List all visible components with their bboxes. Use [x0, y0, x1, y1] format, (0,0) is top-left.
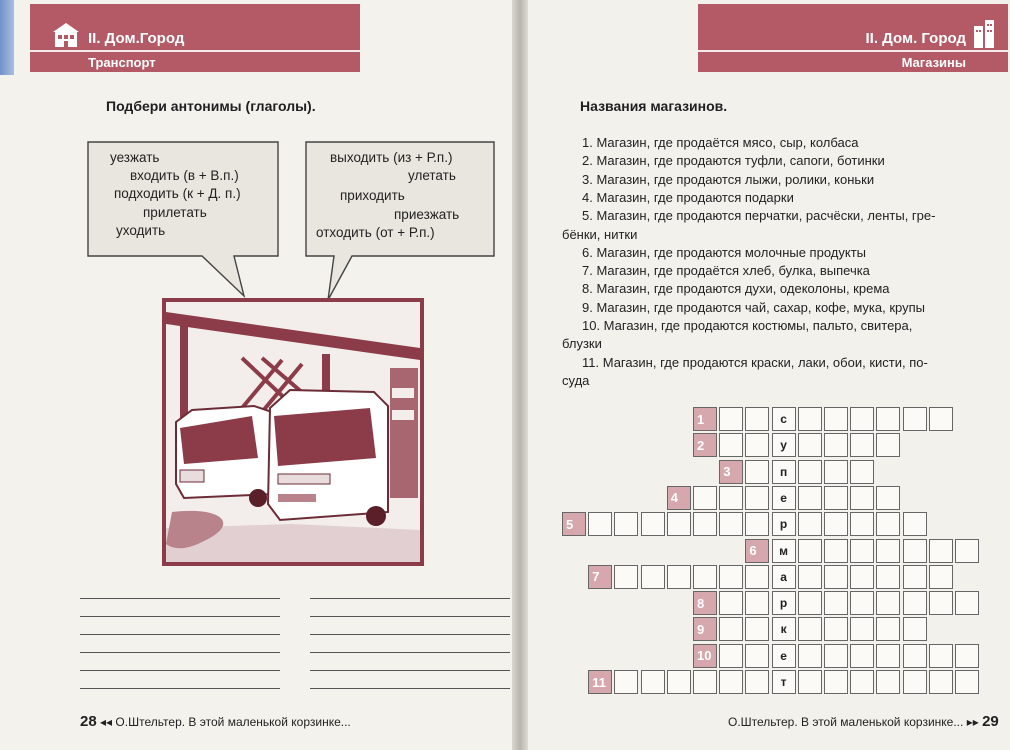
crossword-key-cell[interactable]: р: [772, 591, 796, 615]
crossword-cell[interactable]: [693, 512, 717, 536]
crossword-cell[interactable]: [903, 670, 927, 694]
crossword-cell[interactable]: [824, 565, 848, 589]
section-title-right: II. Дом. Город: [865, 30, 966, 47]
crossword-cell[interactable]: [850, 460, 874, 484]
crossword-cell[interactable]: [903, 565, 927, 589]
crossword-key-cell[interactable]: с: [772, 407, 796, 431]
crossword-cell[interactable]: [876, 644, 900, 668]
crossword-cell[interactable]: [798, 512, 822, 536]
footer-right: [728, 713, 999, 730]
verb-right-3: приходить: [340, 188, 405, 203]
crossword-number-cell: 2: [693, 433, 717, 457]
crossword-cell[interactable]: [745, 591, 769, 615]
crossword-cell[interactable]: [876, 539, 900, 563]
verb-left-3: подходить (к + Д. п.): [114, 186, 241, 201]
crossword-cell[interactable]: [903, 644, 927, 668]
crossword-cell[interactable]: [693, 565, 717, 589]
section-header-right: [698, 4, 1008, 72]
clue-line: 7. Магазин, где продаётся хлеб, булка, выпечка: [582, 263, 870, 279]
crossword-cell[interactable]: [745, 486, 769, 510]
clue-line: 4. Магазин, где продаются подарки: [582, 189, 794, 205]
crossword-cell[interactable]: [876, 670, 900, 694]
crossword-cell[interactable]: [824, 460, 848, 484]
crossword-number-cell: 9: [693, 617, 717, 641]
crossword-cell[interactable]: [614, 565, 638, 589]
section-topic-right: Магазины: [901, 55, 966, 70]
crossword-number-cell: 10: [693, 644, 717, 668]
arrow-left-icon: ◂◂: [100, 715, 113, 729]
clue-line: блузки: [562, 336, 602, 352]
crossword-cell[interactable]: [667, 565, 691, 589]
building-icon: [972, 18, 996, 48]
crossword-number-cell: 7: [588, 565, 612, 589]
crossword-cell[interactable]: [614, 670, 638, 694]
crossword-cell[interactable]: [798, 433, 822, 457]
crossword-cell[interactable]: [798, 617, 822, 641]
verb-right-5: отходить (от + Р.п.): [316, 225, 435, 240]
book-title-left: О.Штельтер. В этой маленькой корзинке...: [115, 715, 351, 729]
crossword-cell[interactable]: [876, 512, 900, 536]
crossword-cell[interactable]: [745, 644, 769, 668]
crossword-cell[interactable]: [929, 591, 953, 615]
crossword-number-cell: 3: [719, 460, 743, 484]
crossword-key-cell[interactable]: е: [772, 644, 796, 668]
crossword-cell[interactable]: [667, 512, 691, 536]
crossword-cell[interactable]: [745, 670, 769, 694]
clue-line: 5. Магазин, где продаются перчатки, расчёски, ленты, гре-: [582, 208, 936, 224]
crossword-cell[interactable]: [850, 486, 874, 510]
crossword-cell[interactable]: [929, 565, 953, 589]
crossword-key-cell[interactable]: у: [772, 433, 796, 457]
section-title: II. Дом.Город: [88, 30, 185, 47]
crossword-cell[interactable]: [719, 644, 743, 668]
crossword-cell[interactable]: [719, 486, 743, 510]
crossword-cell[interactable]: [876, 407, 900, 431]
crossword-cell[interactable]: [824, 670, 848, 694]
crossword-cell[interactable]: [929, 539, 953, 563]
crossword-cell[interactable]: [745, 407, 769, 431]
crossword-cell[interactable]: [719, 565, 743, 589]
crossword-cell[interactable]: [850, 644, 874, 668]
clue-line: 10. Магазин, где продаются костюмы, пальто, свитера,: [582, 318, 913, 333]
crossword-key-cell[interactable]: м: [772, 539, 796, 563]
crossword-cell[interactable]: [824, 407, 848, 431]
crossword-cell[interactable]: [641, 512, 665, 536]
crossword-cell[interactable]: [876, 486, 900, 510]
crossword-number-cell: 11: [588, 670, 612, 694]
crossword-cell[interactable]: [745, 565, 769, 589]
crossword-cell[interactable]: [798, 460, 822, 484]
crossword-cell[interactable]: [745, 617, 769, 641]
crossword-cell[interactable]: [798, 644, 822, 668]
crossword-cell[interactable]: [850, 512, 874, 536]
crossword-cell[interactable]: [745, 512, 769, 536]
crossword-cell[interactable]: [824, 512, 848, 536]
clue-line: 3. Магазин, где продаются лыжи, ролики, коньки: [582, 171, 875, 187]
verb-right-2: улетать: [408, 168, 456, 183]
crossword-cell[interactable]: [876, 617, 900, 641]
crossword-cell[interactable]: [824, 644, 848, 668]
page-number-left: 28: [80, 713, 97, 730]
crossword-cell[interactable]: [719, 670, 743, 694]
book-title-right: О.Штельтер. В этой маленькой корзинке...: [728, 715, 964, 729]
crossword-cell[interactable]: [955, 644, 979, 668]
crossword-key-cell[interactable]: р: [772, 512, 796, 536]
clue-line: суда: [562, 372, 590, 388]
crossword-cell[interactable]: [929, 407, 953, 431]
crossword-cell[interactable]: [903, 407, 927, 431]
crossword-cell[interactable]: [876, 565, 900, 589]
clue-line: 2. Магазин, где продаются туфли, сапоги, ботинки: [582, 153, 885, 169]
footer-left: [80, 713, 351, 730]
crossword-cell[interactable]: [614, 512, 638, 536]
crossword-key-cell[interactable]: п: [772, 460, 796, 484]
crossword-cell[interactable]: [798, 670, 822, 694]
crossword-cell[interactable]: [850, 407, 874, 431]
clue-line: 9. Магазин, где продаются чай, сахар, кофе, мука, крупы: [582, 299, 925, 315]
crossword-cell[interactable]: [824, 617, 848, 641]
crossword-cell[interactable]: [798, 539, 822, 563]
crossword-cell[interactable]: [719, 407, 743, 431]
answer-lines-right[interactable]: [310, 598, 510, 706]
crossword-cell[interactable]: [824, 433, 848, 457]
crossword-cell[interactable]: [719, 512, 743, 536]
crossword-key-cell[interactable]: а: [772, 565, 796, 589]
arrow-right-icon: ▸▸: [966, 715, 979, 729]
crossword-cell[interactable]: [745, 433, 769, 457]
crossword-cell[interactable]: [824, 539, 848, 563]
crossword-cell[interactable]: [903, 539, 927, 563]
verb-left-2: входить (в + В.п.): [130, 168, 239, 183]
verb-left-5: уходить: [116, 223, 166, 238]
crossword-number-cell: 6: [745, 539, 769, 563]
header-stripe: [698, 50, 1008, 52]
task-title-right: Названия магазинов.: [580, 98, 728, 114]
crossword-cell[interactable]: [667, 670, 691, 694]
crossword-cell[interactable]: [824, 591, 848, 615]
section-topic: Транспорт: [88, 55, 156, 70]
crossword-number-cell: 4: [667, 486, 691, 510]
crossword-cell[interactable]: [850, 539, 874, 563]
page-number-right: 29: [982, 713, 999, 730]
crossword-key-cell[interactable]: е: [772, 486, 796, 510]
crossword-cell[interactable]: [798, 591, 822, 615]
crossword-cell[interactable]: [798, 565, 822, 589]
crossword-cell[interactable]: [798, 407, 822, 431]
crossword-cell[interactable]: [955, 670, 979, 694]
crossword-cell[interactable]: [693, 486, 717, 510]
book-gutter: [512, 0, 528, 750]
task-title-left: Подбери антонимы (глаголы).: [106, 98, 316, 114]
crossword-number-cell: 5: [562, 512, 586, 536]
crossword-cell[interactable]: [798, 486, 822, 510]
bus-station-illustration: [162, 298, 424, 566]
clue-line: бёнки, нитки: [562, 226, 638, 242]
crossword-cell[interactable]: [850, 433, 874, 457]
crossword-cell[interactable]: [876, 591, 900, 615]
clue-line: 6. Магазин, где продаются молочные продукты: [582, 244, 866, 260]
crossword-cell[interactable]: [641, 670, 665, 694]
crossword-cell[interactable]: [850, 617, 874, 641]
clue-line: 11. Магазин, где продаются краски, лаки, обои, кисти, по-: [582, 354, 928, 370]
crossword-number-cell: 8: [693, 591, 717, 615]
crossword-cell[interactable]: [955, 591, 979, 615]
crossword-cell[interactable]: [745, 460, 769, 484]
crossword-cell[interactable]: [641, 565, 665, 589]
crossword-cell[interactable]: [719, 591, 743, 615]
crossword-cell[interactable]: [929, 670, 953, 694]
clue-line: 1. Магазин, где продаётся мясо, сыр, колбаса: [582, 135, 859, 150]
crossword-key-cell[interactable]: к: [772, 617, 796, 641]
crossword-cell[interactable]: [850, 670, 874, 694]
answer-lines-left[interactable]: [80, 598, 280, 706]
crossword-cell[interactable]: [588, 512, 612, 536]
crossword-cell[interactable]: [850, 565, 874, 589]
crossword-cell[interactable]: [719, 433, 743, 457]
crossword-cell[interactable]: [903, 617, 927, 641]
verb-right-1: выходить (из + Р.п.): [330, 150, 453, 165]
verb-left-1: уезжать: [110, 150, 160, 165]
clue-line: 8. Магазин, где продаются духи, одеколоны, крема: [582, 281, 890, 297]
crossword-cell[interactable]: [903, 591, 927, 615]
crossword-cell[interactable]: [929, 644, 953, 668]
verb-left-4: прилетать: [143, 205, 207, 220]
crossword-number-cell: 1: [693, 407, 717, 431]
crossword-cell[interactable]: [850, 591, 874, 615]
crossword-cell[interactable]: [719, 617, 743, 641]
crossword-cell[interactable]: [876, 433, 900, 457]
crossword-cell[interactable]: [903, 512, 927, 536]
verb-right-4: приезжать: [394, 207, 460, 222]
crossword-key-cell[interactable]: т: [772, 670, 796, 694]
crossword-cell[interactable]: [693, 670, 717, 694]
crossword-cell[interactable]: [955, 539, 979, 563]
crossword-cell[interactable]: [824, 486, 848, 510]
